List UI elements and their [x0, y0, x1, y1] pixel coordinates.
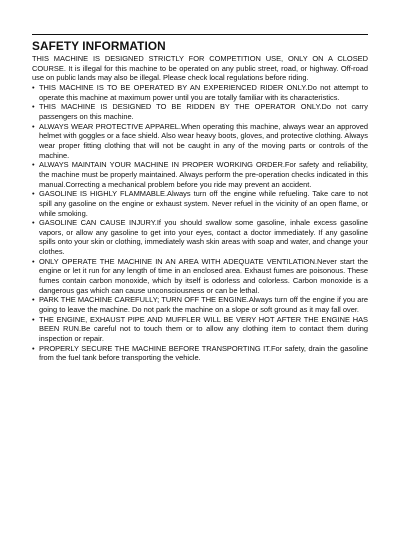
safety-item-text: ONLY OPERATE THE MACHINE IN AN AREA WITH ADEQUATE VENTILATION.Never start the engine or let it run for any length of time in an enclosed area. Exhaust fumes are poisonous. These fumes contain carbon monoxide, which by itself is odorless and colorless. Carbon monoxide is a dangerous gas which can cause unconsciousness or can be lethal.: [39, 256, 368, 295]
bullet-icon: •: [32, 256, 35, 266]
safety-item: [32, 102, 368, 121]
bullet-icon: •: [32, 82, 35, 92]
safety-item-text: GASOLINE CAN CAUSE INJURY.If you should swallow some gasoline, inhale excess gasoline vapors, or allow any gasoline to get into your eyes, contact a doctor immediately. If any gasoline spills onto your skin or clothing, immediately wash skin areas with soap and water, and change your clothes.: [39, 218, 368, 257]
bullet-icon: •: [32, 218, 35, 228]
section-title: SAFETY INFORMATION: [32, 39, 166, 53]
safety-item: [32, 315, 368, 344]
safety-item: [32, 160, 368, 189]
safety-item-text: GASOLINE IS HIGHLY FLAMMABLE.Always turn off the engine while refueling. Take care to not spill any gasoline on the engine or exhaust system. Never refuel in the vicinity of an open flame, or while smoking.: [39, 189, 368, 218]
bullet-icon: •: [32, 121, 35, 131]
safety-item-text: THIS MACHINE IS DESIGNED TO BE RIDDEN BY THE OPERATOR ONLY.Do not carry passengers on this machine.: [39, 102, 368, 121]
safety-item: [32, 257, 368, 296]
safety-item-text: PARK THE MACHINE CAREFULLY; TURN OFF THE ENGINE.Always turn off the engine if you are going to leave the machine. Do not park the machine on a slope or soft ground as it may fall over.: [39, 295, 368, 315]
safety-list: [32, 83, 368, 363]
safety-item: [32, 295, 368, 314]
safety-item: [32, 83, 368, 102]
safety-item-text: ALWAYS MAINTAIN YOUR MACHINE IN PROPER WORKING ORDER.For safety and reliability, the machine must be properly maintained. Always perform the pre-operation checks indicated in this manual.Correcting a mechanical problem before you ride may prevent an accident.: [39, 160, 368, 189]
bullet-icon: •: [32, 160, 35, 170]
bullet-icon: •: [32, 102, 35, 112]
top-rule: [32, 34, 368, 35]
safety-item-text: THIS MACHINE IS TO BE OPERATED BY AN EXPERIENCED RIDER ONLY.Do not attempt to operate this machine at maximum power until you are totally familiar with its characteristics.: [39, 82, 368, 102]
safety-item: [32, 344, 368, 363]
bullet-icon: •: [32, 295, 35, 305]
safety-item-text: THE ENGINE, EXHAUST PIPE AND MUFFLER WILL BE VERY HOT AFTER THE ENGINE HAS BEEN RUN.Be careful not to touch them or to allow any clothing item to contact them during inspection or repair.: [39, 314, 368, 344]
bullet-icon: •: [32, 189, 35, 199]
safety-item: [32, 189, 368, 218]
bullet-icon: •: [32, 314, 35, 324]
safety-item-text: ALWAYS WEAR PROTECTIVE APPAREL.When operating this machine, always wear an approved helmet with goggles or a face shield. Also wear heavy boots, gloves, and protective clothing. Always wear proper fitting clothing that will not be caught in any of the moving parts or controls of the machine.: [39, 121, 368, 160]
safety-item-text: PROPERLY SECURE THE MACHINE BEFORE TRANSPORTING IT.For safety, drain the gasoline from the fuel tank before transporting the vehicle.: [39, 343, 368, 363]
bullet-icon: •: [32, 343, 35, 353]
manual-page: [32, 34, 368, 363]
intro-paragraph: THIS MACHINE IS DESIGNED STRICTLY FOR COMPETITION USE, ONLY ON A CLOSED COURSE. It is illegal for this machine to be operated on any public street, road, or highway. Off-road use on public lands may also be illegal. Please check local regulations before riding.: [32, 54, 368, 83]
safety-item: [32, 122, 368, 161]
safety-item: [32, 218, 368, 257]
